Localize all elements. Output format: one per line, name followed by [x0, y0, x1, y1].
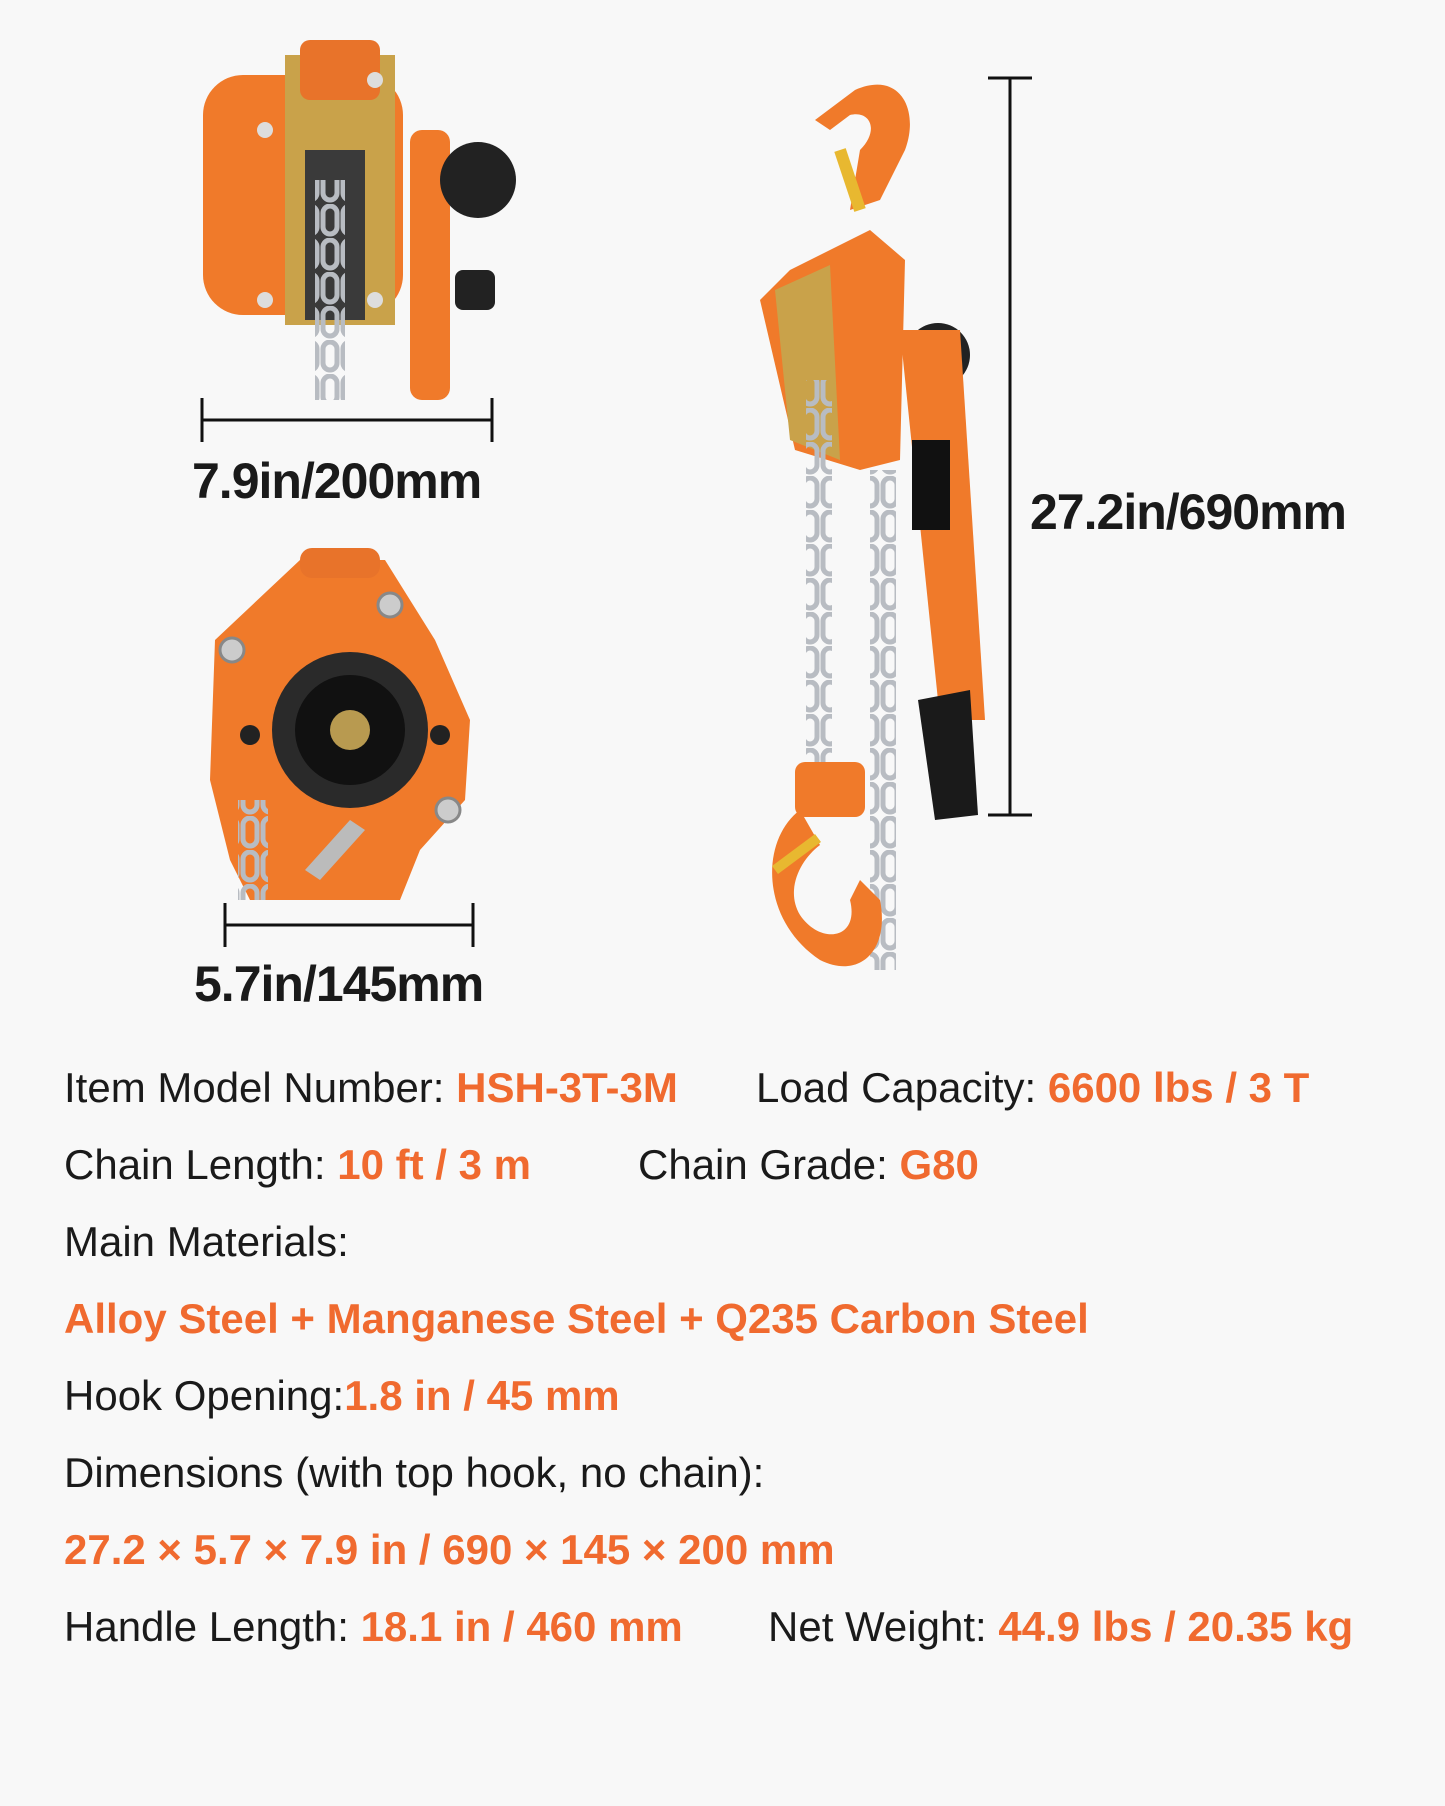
capacity-value: 6600 lbs / 3 T [1047, 1064, 1310, 1111]
spec-model-row [64, 1064, 678, 1112]
spec-weight-row [768, 1603, 1353, 1651]
hook-value: 1.8 in / 45 mm [344, 1372, 620, 1419]
spec-chain-grade-row [638, 1141, 979, 1189]
front-width-label: 5.7in/145mm [194, 956, 484, 1012]
model-value: HSH-3T-3M [456, 1064, 678, 1111]
chain-grade-label: Chain Grade: [638, 1141, 900, 1188]
weight-label: Net Weight: [768, 1603, 999, 1650]
weight-value: 44.9 lbs / 20.35 kg [998, 1603, 1354, 1650]
materials-value: Alloy Steel + Manganese Steel + Q235 Carbon Steel [64, 1295, 1089, 1342]
height-label: 27.2in/690mm [1030, 484, 1346, 540]
height-dimension-line [988, 78, 1032, 815]
lever-hoist-full-image [760, 85, 985, 970]
chain-length-label: Chain Length: [64, 1141, 338, 1188]
chain-length-value: 10 ft / 3 m [337, 1141, 531, 1188]
spec-handle-row [64, 1603, 683, 1651]
model-label: Item Model Number: [64, 1064, 457, 1111]
chain-grade-value: G80 [899, 1141, 979, 1188]
side-width-dimension-line [202, 398, 492, 442]
handle-label: Handle Length: [64, 1603, 361, 1650]
handle-value: 18.1 in / 460 mm [360, 1603, 683, 1650]
spec-chain-length-row [64, 1141, 531, 1189]
side-width-label: 7.9in/200mm [192, 453, 482, 509]
hook-label: Hook Opening: [64, 1372, 345, 1419]
spec-hook-row [64, 1372, 620, 1420]
dims-value: 27.2 × 5.7 × 7.9 in / 690 × 145 × 200 mm [64, 1526, 835, 1573]
dims-label: Dimensions (with top hook, no chain): [64, 1449, 765, 1496]
front-view-hoist-image [210, 548, 470, 900]
front-width-dimension-line [225, 903, 473, 947]
spec-capacity-row [756, 1064, 1309, 1112]
side-view-hoist-image [203, 40, 516, 400]
capacity-label: Load Capacity: [756, 1064, 1048, 1111]
materials-label: Main Materials: [64, 1218, 349, 1265]
